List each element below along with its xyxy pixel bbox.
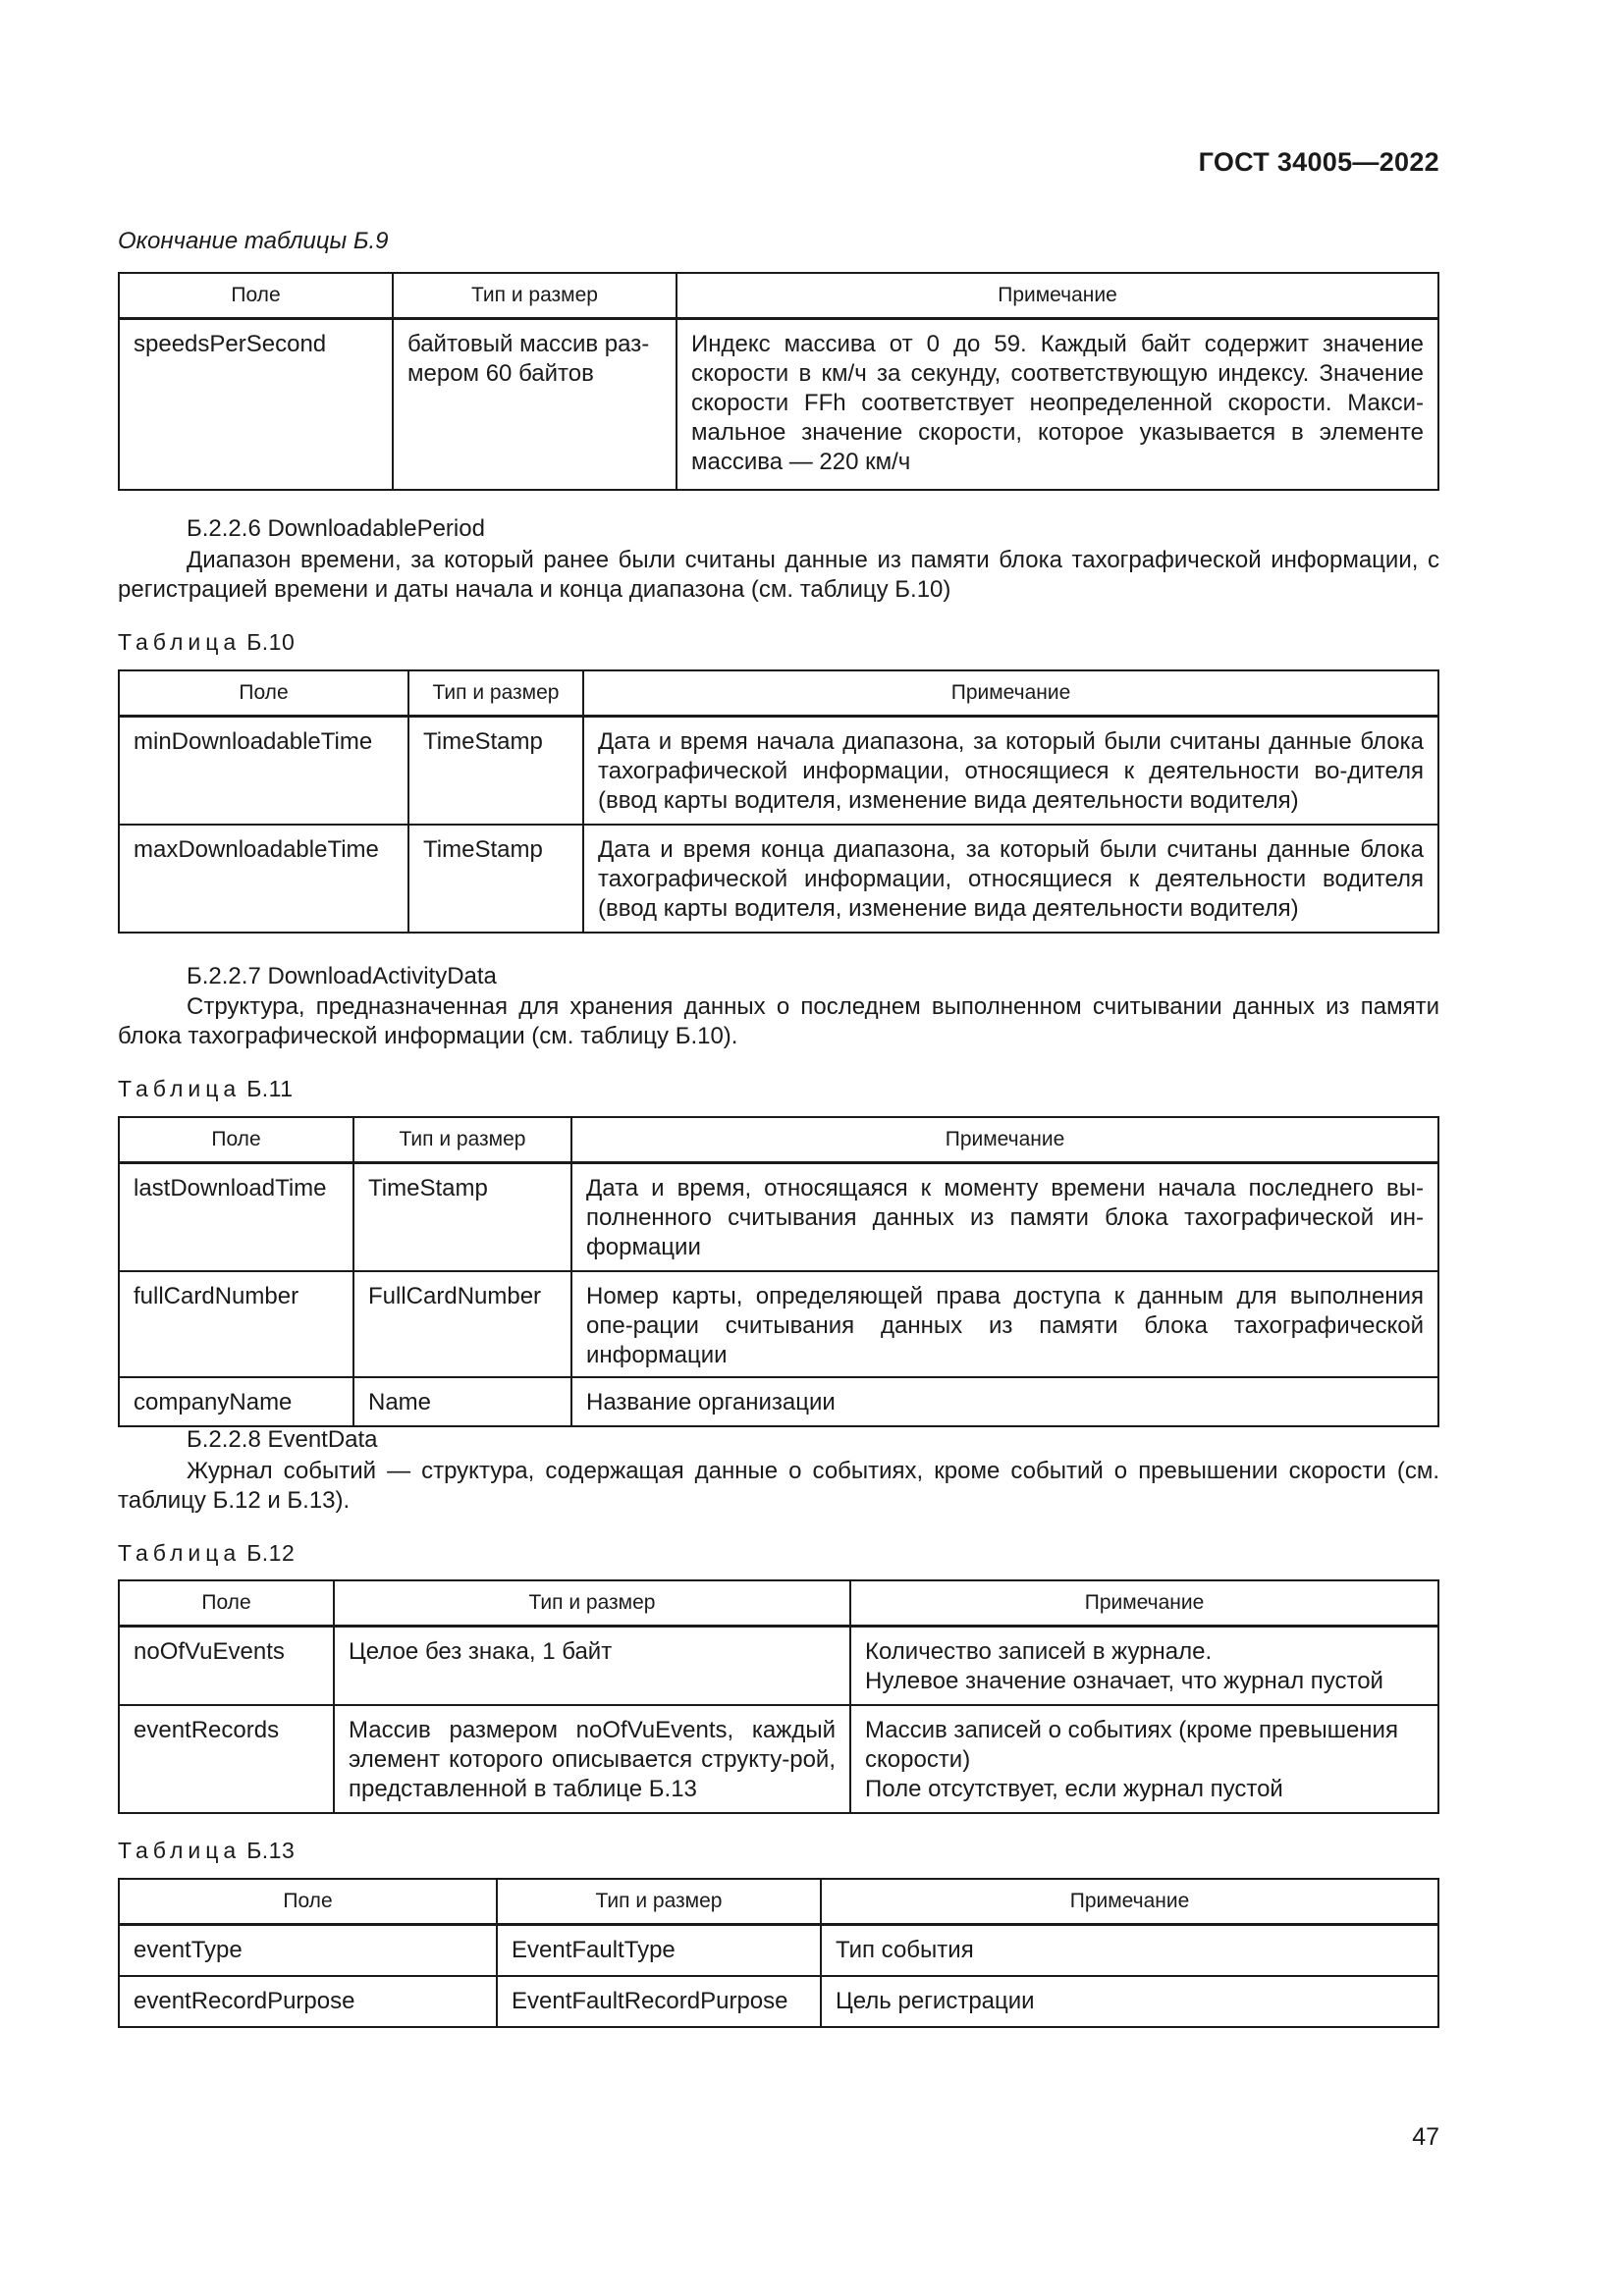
table-row [119,1627,1438,1705]
page-number: 47 [1412,2123,1439,2151]
table-cell-type: FullCardNumber [353,1271,571,1377]
table-header-row [119,1879,1438,1925]
column-header-field: Поле [119,670,408,717]
table-row [119,1163,1438,1271]
table-title-word: Таблица [118,1838,242,1863]
table-title-word: Таблица [118,1540,242,1566]
column-header-field: Поле [119,1117,353,1163]
table-cell-type: EventFaultRecordPurpose [497,1976,821,2027]
table-cell-note [850,1627,1438,1705]
column-header-type-size: Тип и размер [393,273,677,319]
table-row [119,1271,1438,1377]
table-title-number: Б.12 [246,1540,296,1566]
table-cell-note: Название организации [571,1377,1438,1426]
table-cell-field: minDownloadableTime [119,717,408,825]
table-b11 [118,1116,1439,1427]
table-cell-note: Дата и время начала диапазона, за который были считаны данные блока тахографической информации, относящиеся к деятельности во-дителя (ввод карты водителя, изменение вида деятельности водителя) [583,717,1438,825]
table-row [119,717,1438,825]
section-paragraph-b226 [118,546,1439,605]
table-cell-field: lastDownloadTime [119,1163,353,1271]
column-header-note: Примечание [821,1879,1438,1925]
table-cell-field: eventRecordPurpose [119,1976,497,2027]
table-cell-note: Цель регистрации [821,1976,1438,2027]
table-title-b10 [118,629,295,656]
table-title-number: Б.10 [246,629,296,655]
table-cell-type: байтовый массив раз-мером 60 байтов [393,319,677,490]
document-standard-header: ГОСТ 34005—2022 [1198,147,1439,177]
section-text-b227: Структура, предназначенная для хранения данных о последнем выполненном считывании данных из памяти блока тахографической информации (см. таблицу Б.10). [118,993,1439,1049]
column-header-note: Примечание [571,1117,1438,1163]
table-header-row [119,670,1438,717]
table-header-row [119,273,1438,319]
table-row [119,1976,1438,2027]
table-cell-type: TimeStamp [408,717,583,825]
table-cell-type: TimeStamp [353,1163,571,1271]
table-title-number: Б.11 [246,1076,294,1101]
table-b12 [118,1579,1439,1814]
table-cell-field: companyName [119,1377,353,1426]
table-title-b13 [118,1838,295,1864]
table-b13 [118,1878,1439,2028]
column-header-note: Примечание [583,670,1438,717]
table-cell-type: EventFaultType [497,1925,821,1976]
section-paragraph-b227 [118,992,1439,1051]
column-header-note: Примечание [677,273,1438,319]
table-cell-note-line: Массив записей о событиях (кроме превышения скорости) [865,1716,1398,1773]
table-title-b12 [118,1540,295,1567]
table-row [119,1377,1438,1426]
table-cell-field: fullCardNumber [119,1271,353,1377]
table-cell-field: eventRecords [119,1705,334,1813]
table-cell-type: TimeStamp [408,825,583,933]
section-text-b228: Журнал событий — структура, содержащая данные о событиях, кроме событий о превышении скорости (см. таблицу Б.12 и Б.13). [118,1458,1439,1514]
table-row [119,1925,1438,1976]
column-header-type-size: Тип и размер [334,1580,850,1627]
table-row [119,1705,1438,1813]
section-title-b226: Б.2.2.6 DownloadablePeriod [187,515,485,542]
table-row [119,825,1438,933]
table-cell-note: Индекс массива от 0 до 59. Каждый байт содержит значение скорости в км/ч за секунду, соответствующую индексу. Значение скорости FFh соответствует неопределенной скорости. Макси-мальное значение скорости, которое указывается в элементе массива — 220 км/ч [677,319,1438,490]
section-title-b227: Б.2.2.7 DownloadActivityData [187,963,497,989]
table-cell-note: Тип события [821,1925,1438,1976]
section-paragraph-b228 [118,1457,1439,1516]
table-cell-field: eventType [119,1925,497,1976]
table-cell-note-line: Количество записей в журнале. [865,1638,1213,1665]
table-continuation-caption: Окончание таблицы Б.9 [118,228,389,254]
table-cell-field: maxDownloadableTime [119,825,408,933]
table-cell-note-line: Нулевое значение означает, что журнал пустой [865,1668,1383,1694]
column-header-type-size: Тип и размер [408,670,583,717]
table-b10 [118,669,1439,934]
section-text-b226: Диапазон времени, за который ранее были считаны данные из памяти блока тахографической информации, с регистрацией времени и даты начала и конца диапазона (см. таблицу Б.10) [118,547,1439,603]
table-header-row [119,1580,1438,1627]
column-header-note: Примечание [850,1580,1438,1627]
table-title-word: Таблица [118,629,242,655]
table-b9 [118,272,1439,491]
table-cell-type: Name [353,1377,571,1426]
column-header-field: Поле [119,1879,497,1925]
table-cell-note [850,1705,1438,1813]
table-cell-field: noOfVuEvents [119,1627,334,1705]
table-row [119,319,1438,490]
table-cell-type: Массив размером noOfVuEvents, каждый элемент которого описывается структу-рой, представленной в таблице Б.13 [334,1705,850,1813]
table-cell-field: speedsPerSecond [119,319,393,490]
table-header-row [119,1117,1438,1163]
column-header-type-size: Тип и размер [497,1879,821,1925]
column-header-type-size: Тип и размер [353,1117,571,1163]
table-title-word: Таблица [118,1076,242,1101]
table-title-number: Б.13 [246,1838,296,1863]
table-cell-note: Дата и время, относящаяся к моменту времени начала последнего вы-полненного считывания данных из памяти блока тахографической ин-формации [571,1163,1438,1271]
column-header-field: Поле [119,273,393,319]
table-cell-note: Дата и время конца диапазона, за который были считаны данные блока тахографической информации, относящиеся к деятельности водителя (ввод карты водителя, изменение вида деятельности водителя) [583,825,1438,933]
section-title-b228: Б.2.2.8 EventData [187,1426,378,1453]
table-cell-note-line: Поле отсутствует, если журнал пустой [865,1775,1283,1802]
column-header-field: Поле [119,1580,334,1627]
table-title-b11 [118,1076,294,1102]
table-cell-type: Целое без знака, 1 байт [334,1627,850,1705]
table-cell-note: Номер карты, определяющей права доступа к данным для выполнения опе-рации считывания данных из памяти блока тахографической информации [571,1271,1438,1377]
